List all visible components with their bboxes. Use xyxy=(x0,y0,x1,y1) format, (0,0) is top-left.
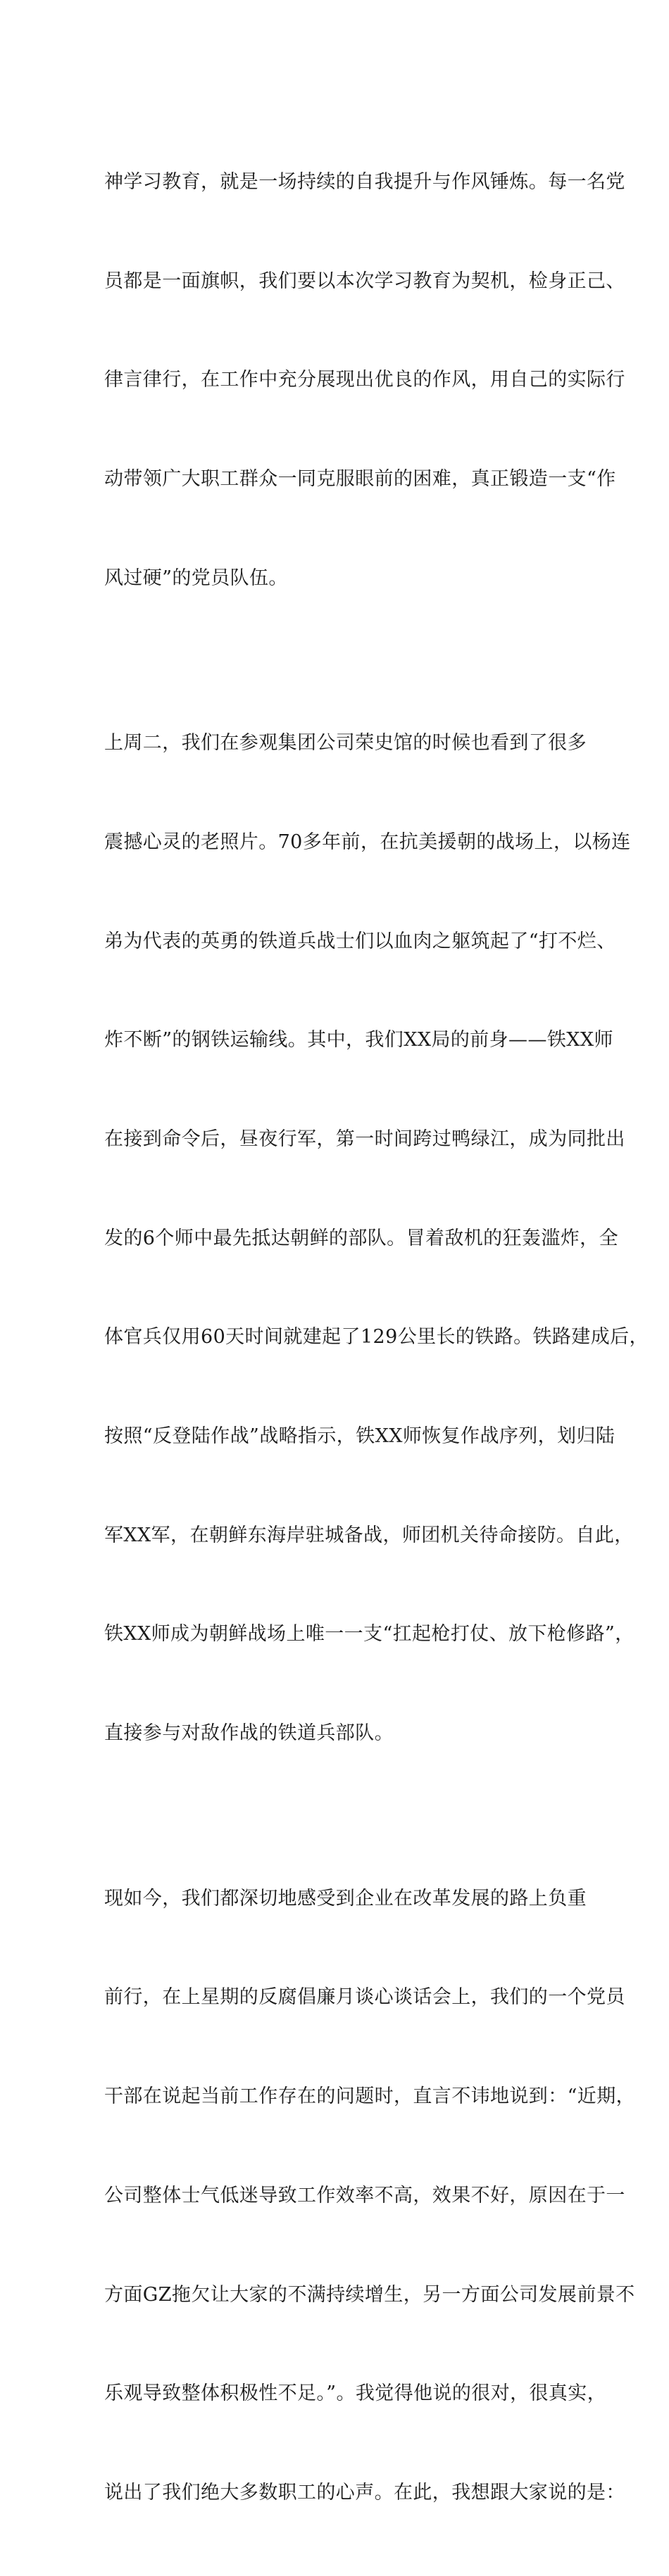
text-line: 炸不断”的钢铁运输线。其中，我们XX局的前身——铁XX师 xyxy=(104,1029,613,1052)
text-line: 体官兵仅用60天时间就建起了129公里长的铁路。铁路建成后， xyxy=(104,1326,649,1349)
text-line: 军XX军，在朝鲜东海岸驻城备战，师团机关待命接防。自此， xyxy=(104,1524,634,1546)
text-line: 在接到命令后，昼夜行军，第一时间跨过鸭绿江，成为同批出 xyxy=(104,1128,625,1150)
text-line: 干部在说起当前工作存在的问题时，直言不讳地说到：“近期， xyxy=(104,2085,636,2108)
text-line: 说出了我们绝大多数职工的心声。在此，我想跟大家说的是： xyxy=(104,2481,625,2504)
text-line: 弟为代表的英勇的铁道兵战士们以血肉之躯筑起了“打不烂、 xyxy=(104,930,616,952)
text-line: 前行，在上星期的反腐倡廉月谈心谈话会上，我们的一个党员 xyxy=(104,1986,625,2009)
paragraph-3 xyxy=(104,1817,636,2576)
text-line: 直接参与对敌作战的铁道兵部队。 xyxy=(104,1722,394,1745)
text-line: 发的6个师中最先抵达朝鲜的部队。冒着敌机的狂轰滥炸，全 xyxy=(104,1227,618,1249)
text-line: 方面GZ拖欠让大家的不满持续增生，另一方面公司发展前景不 xyxy=(104,2283,635,2306)
text-line: 动带领广大职工群众一同克服眼前的困难，真正锻造一支“作 xyxy=(104,467,616,490)
text-line: 律言律行，在工作中充分展现出优良的作风，用自己的实际行 xyxy=(104,369,625,391)
paragraph-2 xyxy=(104,661,649,1817)
text-line: 神学习教育，就是一场持续的自我提升与作风锤炼。每一名党 xyxy=(104,170,625,193)
text-line: 现如今，我们都深切地感受到企业在改革发展的路上负重 xyxy=(104,1887,587,1909)
text-line: 员都是一面旗帜，我们要以本次学习教育为契机，检身正己、 xyxy=(104,270,625,292)
text-line: 上周二，我们在参观集团公司荣史馆的时候也看到了很多 xyxy=(104,732,587,755)
text-line: 公司整体士气低迷导致工作效率不高，效果不好，原因在于一 xyxy=(104,2184,625,2206)
document-body xyxy=(104,100,649,2576)
text-line: 按照“反登陆作战”战略指示，铁XX师恢复作战序列，划归陆 xyxy=(104,1425,615,1448)
text-line: 震撼心灵的老照片。70多年前，在抗美援朝的战场上，以杨连 xyxy=(104,831,631,853)
paragraph-1 xyxy=(104,100,625,661)
text-line: 风过硬”的党员队伍。 xyxy=(104,567,288,589)
text-line: 乐观导致整体积极性不足。”。我觉得他说的很对，很真实， xyxy=(104,2382,607,2405)
text-line: 铁XX师成为朝鲜战场上唯一一支“扛起枪打仗、放下枪修路”， xyxy=(104,1623,634,1646)
